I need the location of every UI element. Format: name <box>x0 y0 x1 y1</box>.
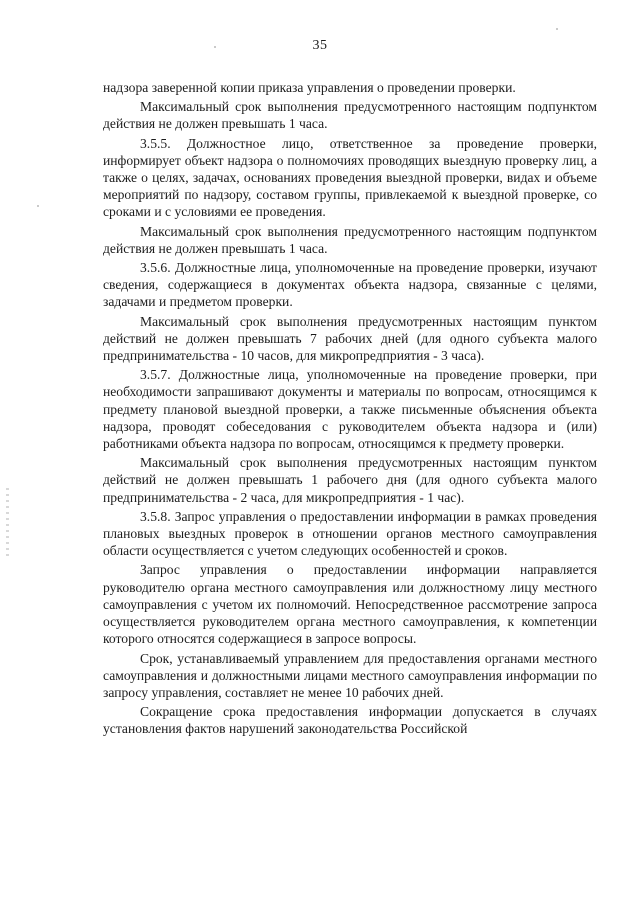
scan-speck <box>37 205 39 207</box>
paragraph-continuation: надзора заверенной копии приказа управления о проведении проверки. <box>103 80 516 95</box>
paragraph-3-5-7: 3.5.7. Должностные лица, уполномоченные на проведение проверки, при необходимости запрашивают документы и материалы по вопросам, относящимся к предмету плановой выездной проверки, а также письменные объяснения объекта надзора, проводят собеседования с руководителем объекта надзора и (или) работниками объекта надзора по вопросам, относящимся к предмету проверки. <box>103 367 597 452</box>
paragraph-3-5-6: 3.5.6. Должностные лица, уполномоченные на проведение проверки, изучают сведения, содержащиеся в документах объекта надзора, связанные с целями, задачами и предметом проверки. <box>103 260 597 310</box>
page-number: 35 <box>312 38 328 53</box>
scan-speck <box>556 28 558 30</box>
scan-margin-mark <box>6 488 9 560</box>
paragraph-request-direction: Запрос управления о предоставлении информации направляется руководителю органа местного самоуправления или должностному лицу местного самоуправления с учетом их полномочий. Непосредственное рассмотрение запроса осуществляется руководителем органа местного самоуправления, к компетенции которого относятся содержащиеся в запросе вопросы. <box>103 562 597 647</box>
paragraph-max-time-1: Максимальный срок выполнения предусмотренного настоящим подпунктом действия не должен превышать 1 часа. <box>103 99 597 132</box>
document-body <box>103 79 597 738</box>
paragraph-3-5-5: 3.5.5. Должностное лицо, ответственное за проведение проверки, информирует объект надзора о полномочиях проводящих выездную проверку лиц, а также о целях, задачах, основаниях проведения выездной проверки, видах и объеме мероприятий по надзору, составом группы, привлекаемой к выездной проверке, со сроками и с условиями ее проведения. <box>103 135 597 220</box>
paragraph-max-time-2: Максимальный срок выполнения предусмотренного настоящим подпунктом действия не должен превышать 1 часа. <box>103 223 597 256</box>
scan-speck <box>214 46 216 48</box>
paragraph-deadline-reduction: Сокращение срока предоставления информации допускается в случаях установления фактов нарушений законодательства Российской <box>103 704 597 737</box>
paragraph-max-time-4: Максимальный срок выполнения предусмотренных настоящим пунктом действий не должен превышать 1 рабочего дня (для одного субъекта малого предпринимательства - 2 часа, для микропредприятия - 1 час). <box>103 455 597 505</box>
paragraph-max-time-3: Максимальный срок выполнения предусмотренных настоящим пунктом действий не должен превышать 7 рабочих дней (для одного субъекта малого предпринимательства - 10 часов, для микропредприятия - 3 часа). <box>103 313 597 364</box>
paragraph-request-deadline: Срок, устанавливаемый управлением для предоставления органами местного самоуправления и должностными лицами местного самоуправления информации по запросу управления, составляет не менее 10 рабочих дней. <box>103 650 597 700</box>
paragraph-3-5-8: 3.5.8. Запрос управления о предоставлении информации в рамках проведения плановых выездных проверок в отношении органов местного самоуправления области осуществляется с учетом следующих особенностей и сроков. <box>103 508 597 559</box>
